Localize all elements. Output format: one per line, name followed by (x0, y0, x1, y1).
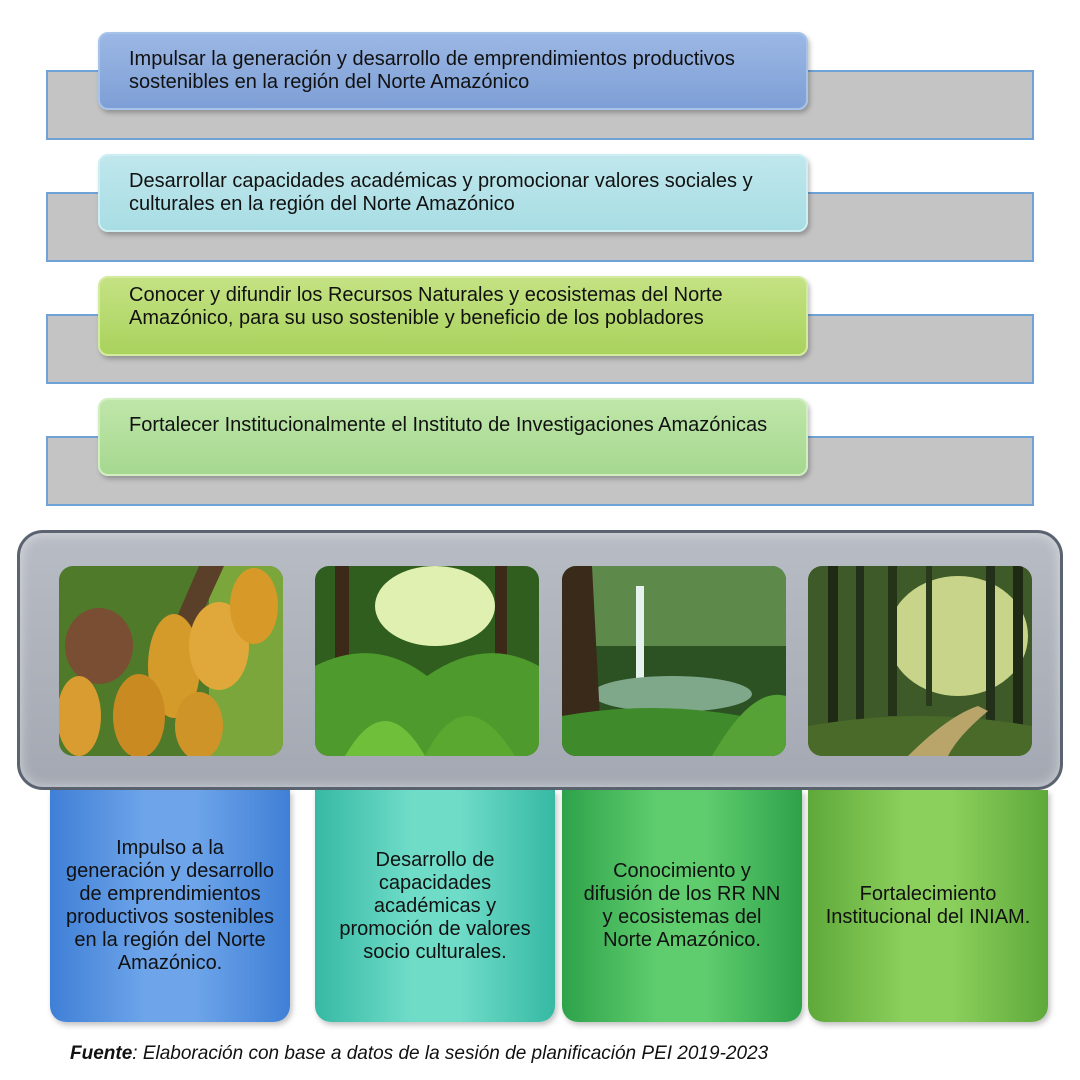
forest-path-photo (808, 566, 1032, 756)
source-label: Fuente (70, 1043, 133, 1064)
objective-row-4 (46, 398, 1034, 508)
source-text: : Elaboración con base a datos de la sesión de planificación PEI 2019-2023 (132, 1043, 769, 1064)
objective-box-1 (98, 32, 808, 110)
cacao-pods-photo (59, 566, 283, 756)
card-text-4: Fortalecimiento Institucional del INIAM. (825, 883, 1031, 928)
card-text-1: Impulso a la generación y desarrollo de emprendimientos productivos sostenibles en la región del Norte Amazónico. (66, 837, 274, 974)
card-3 (562, 790, 802, 1022)
objective-text-1: Impulsar la generación y desarrollo de emprendimientos productivos sostenibles en la región del Norte Amazónico (129, 48, 735, 93)
card-4 (808, 790, 1048, 1022)
waterfall-lagoon-photo (562, 566, 786, 756)
card-2 (315, 790, 555, 1022)
objective-row-3 (46, 276, 1034, 386)
objective-text-4: Fortalecer Institucionalmente el Instituto de Investigaciones Amazónicas (129, 414, 768, 436)
objective-box-3 (98, 276, 808, 356)
card-text-2: Desarrollo de capacidades académicas y promoción de valores socio culturales. (339, 848, 531, 963)
objective-text-3: Conocer y difundir los Recursos Naturales y ecosistemas del Norte Amazónico, para su uso sostenible y beneficio de los pobladores (129, 284, 723, 329)
objective-row-1 (46, 32, 1034, 142)
objective-box-4 (98, 398, 808, 476)
objective-text-2: Desarrollar capacidades académicas y promocionar valores sociales y culturales en la región del Norte Amazónico (129, 170, 753, 215)
source-caption (70, 1043, 768, 1065)
forest-ferns-photo (315, 566, 539, 756)
objective-box-2 (98, 154, 808, 232)
objective-row-2 (46, 154, 1034, 264)
card-text-3: Conocimiento y difusión de los RR NN y ecosistemas del Norte Amazónico. (583, 860, 781, 951)
card-1 (50, 790, 290, 1022)
